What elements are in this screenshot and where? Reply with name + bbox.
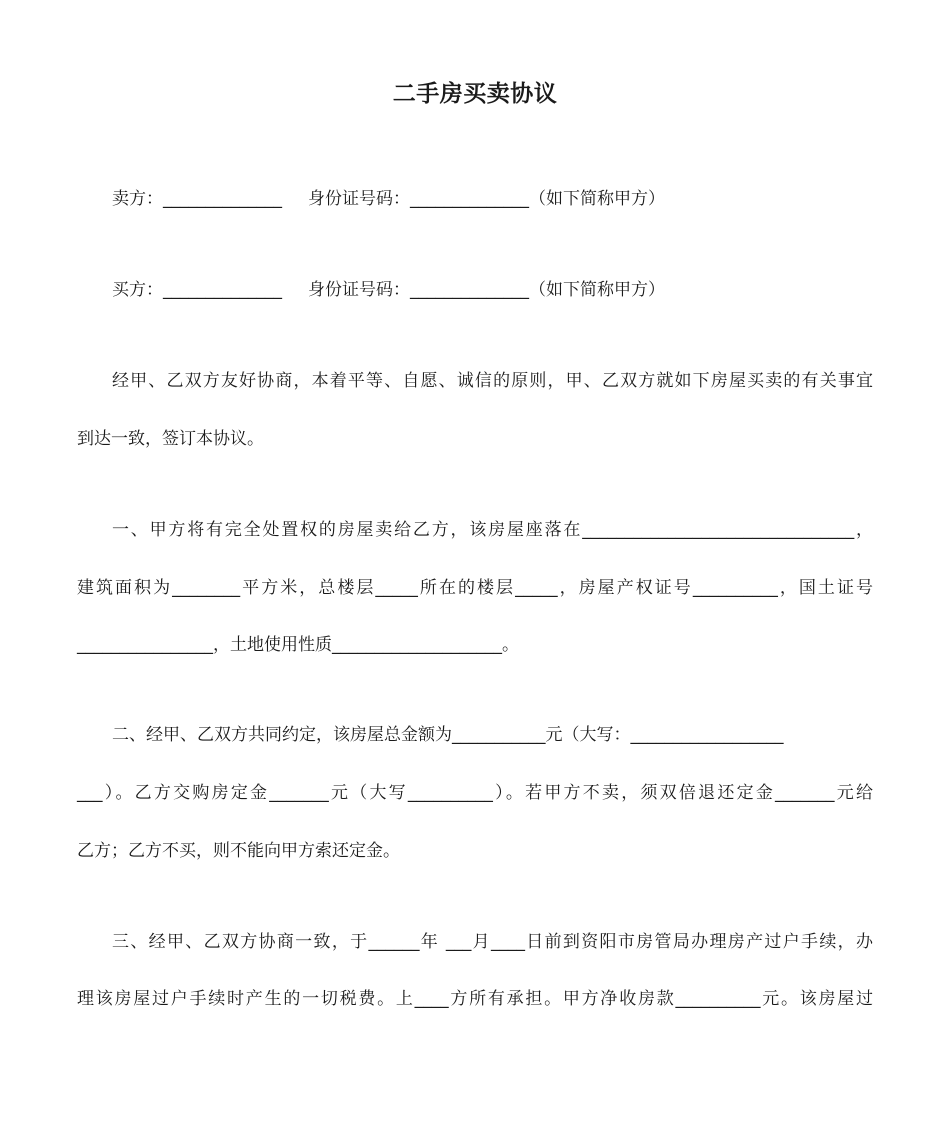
clause-2-line-3: 乙方；乙方不买，则不能向甲方索还定金。 [77,841,400,861]
intro-line-1: 经甲、乙双方友好协商，本着平等、自愿、诚信的原则，甲、乙双方就如下房屋买卖的有关事宜 [112,371,873,391]
buyer-line [112,275,873,305]
seller-name-field: 卖方：______________ [112,189,282,209]
intro-line-2: 到达一致，签订本协议。 [77,429,264,449]
clause-1-line-2: 建筑面积为________平方米，总楼层_____所在的楼层_____，房屋产权证号__________，国土证号 [77,578,873,598]
clause-1-line-3: ________________，土地使用性质____________________。 [77,635,519,655]
clause-2-line-1: 二、经甲、乙双方共同约定，该房屋总金额为___________元（大写：__________________ [112,725,784,745]
clause-3-line-1: 三、经甲、乙双方协商一致，于______年 ___月____日前到资阳市房管局办理房产过户手续，办 [112,932,873,952]
clause-2-line-2: ___）。乙方交购房定金_______元（大写__________）。若甲方不卖，须双倍退还定金_______元给 [77,783,873,803]
clause-3-line-2: 理该房屋过户手续时产生的一切税费。上____方所有承担。甲方净收房款__________元。该房屋过 [77,989,873,1009]
buyer-name-field: 买方：______________ [112,280,282,300]
seller-line [112,184,873,214]
buyer-id-field: 身份证号码：______________（如下简称甲方） [308,280,665,300]
page-title: 二手房买卖协议 [392,81,558,107]
clause-1-line-1: 一、甲方将有完全处置权的房屋卖给乙方，该房屋座落在________________________________， [112,520,873,540]
seller-id-field: 身份证号码：______________（如下简称甲方） [308,189,665,209]
